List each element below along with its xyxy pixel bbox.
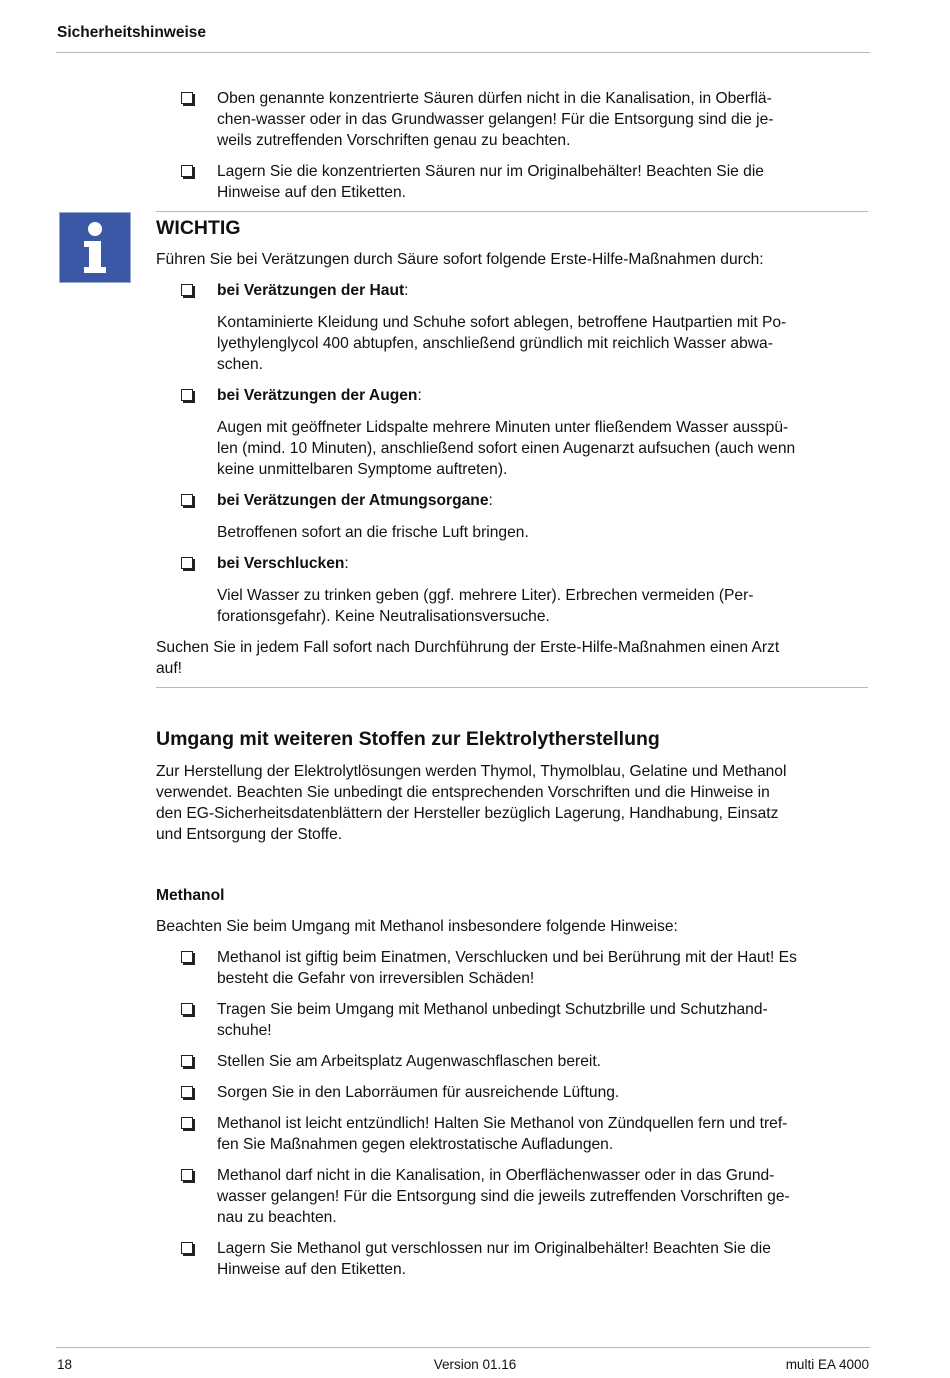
checkbox-bullet-icon (181, 1086, 193, 1098)
list-item-heading: bei Verschlucken: (217, 555, 349, 572)
important-bottom-divider (156, 687, 868, 688)
list-item (156, 280, 868, 375)
list-item (156, 161, 868, 203)
methanol-heading: Methanol (156, 887, 225, 904)
important-closing: Suchen Sie in jedem Fall sofort nach Durchführung der Erste-Hilfe-Maßnahmen einen Arzt auf! (156, 639, 780, 677)
list-item-heading: bei Verätzungen der Haut: (217, 282, 409, 299)
checkbox-bullet-icon (181, 557, 193, 569)
list-item (156, 1082, 868, 1103)
list-item (156, 385, 868, 480)
top-bullet-list (156, 88, 868, 203)
list-item-heading: bei Verätzungen der Augen: (217, 387, 422, 404)
list-item-text: Lagern Sie die konzentrierten Säuren nur im Originalbehälter! Beachten Sie die Hinweise auf den Etiketten. (217, 163, 764, 201)
important-block (156, 216, 868, 679)
checkbox-bullet-icon (181, 951, 193, 963)
methanol-intro: Beachten Sie beim Umgang mit Methanol insbesondere folgende Hinweise: (156, 918, 678, 935)
list-item (156, 88, 868, 151)
list-item-text: Oben genannte konzentrierte Säuren dürfen nicht in die Kanalisation, in Oberflä- chen-wasser oder in das Grundwasser gelangen! Für die Entsorgung sind die je- weils zutreffenden Vorschriften genau zu beachten. (217, 90, 774, 149)
section-block (156, 727, 868, 845)
section-heading: Umgang mit weiteren Stoffen zur Elektrolytherstellung (156, 728, 660, 750)
list-item (156, 1165, 868, 1228)
footer-product: multi EA 4000 (785, 1357, 869, 1372)
page-header-title: Sicherheitshinweise (57, 24, 207, 41)
list-item (156, 1051, 868, 1072)
list-item-text: Betroffenen sofort an die frische Luft bringen. (217, 524, 529, 541)
list-item-text: Methanol ist giftig beim Einatmen, Verschlucken und bei Berührung mit der Haut! Es besteht die Gefahr von irreversiblen Schäden! (217, 949, 797, 987)
top-list-block (156, 88, 868, 203)
list-item-heading: bei Verätzungen der Atmungsorgane: (217, 492, 493, 509)
header-divider (56, 52, 870, 53)
checkbox-bullet-icon (181, 284, 193, 296)
checkbox-bullet-icon (181, 1169, 193, 1181)
list-item-text: Tragen Sie beim Umgang mit Methanol unbedingt Schutzbrille und Schutzhand- schuhe! (217, 1001, 768, 1039)
important-heading: WICHTIG (156, 217, 241, 239)
checkbox-bullet-icon (181, 165, 193, 177)
list-item (156, 1238, 868, 1280)
list-item-text: Stellen Sie am Arbeitsplatz Augenwaschflaschen bereit. (217, 1053, 602, 1070)
first-aid-list (156, 280, 868, 627)
checkbox-bullet-icon (181, 1003, 193, 1015)
footer-divider (56, 1347, 870, 1348)
list-item (156, 947, 868, 989)
list-item-text: Methanol ist leicht entzündlich! Halten Sie Methanol von Zündquellen fern und tref- fen Sie Maßnahmen gegen elektrostatische Aufladungen. (217, 1115, 788, 1153)
checkbox-bullet-icon (181, 1242, 193, 1254)
list-item-text: Kontaminierte Kleidung und Schuhe sofort ablegen, betroffene Hautpartien mit Po- lyethylenglycol 400 abtupfen, anschließend gründlich mit reichlich Wasser abwa- schen. (217, 314, 787, 373)
checkbox-bullet-icon (181, 494, 193, 506)
important-intro: Führen Sie bei Verätzungen durch Säure sofort folgende Erste-Hilfe-Maßnahmen durch: (156, 251, 764, 268)
checkbox-bullet-icon (181, 92, 193, 104)
methanol-list (156, 947, 868, 1280)
checkbox-bullet-icon (181, 1055, 193, 1067)
checkbox-bullet-icon (181, 389, 193, 401)
section-paragraph: Zur Herstellung der Elektrolytlösungen werden Thymol, Thymolblau, Gelatine und Methanol verwendet. Beachten Sie unbedingt die entsprechenden Vorschriften und die Hinweise in den EG-Sicherheitsdatenblättern der Hersteller bezüglich Lagerung, Handhabung, Einsatz und Entsorgung der Stoffe. (156, 763, 787, 843)
footer-version: Version 01.16 (433, 1357, 517, 1372)
footer-page-number: 18 (57, 1357, 73, 1372)
list-item-text: Methanol darf nicht in die Kanalisation, in Oberflächenwasser oder in das Grund- wasser gelangen! Für die Entsorgung sind die jeweils zutreffenden Vorschriften ge- nau zu beachten. (217, 1167, 790, 1226)
checkbox-bullet-icon (181, 1117, 193, 1129)
list-item (156, 1113, 868, 1155)
list-item-text: Viel Wasser zu trinken geben (ggf. mehrere Liter). Erbrechen vermeiden (Per- forationsgefahr). Keine Neutralisationsversuche. (217, 587, 754, 625)
list-item-text: Sorgen Sie in den Laborräumen für ausreichende Lüftung. (217, 1084, 620, 1101)
important-top-divider (156, 211, 868, 212)
info-icon (59, 212, 131, 283)
list-item-text: Augen mit geöffneter Lidspalte mehrere Minuten unter fließendem Wasser ausspü- len (mind. 10 Minuten), anschließend sofort einen Augenarzt aufsuchen (auch wenn keine unmittelbaren Symptome auftreten). (217, 419, 796, 478)
list-item (156, 490, 868, 543)
methanol-block (156, 885, 868, 1280)
list-item-text: Lagern Sie Methanol gut verschlossen nur im Originalbehälter! Beachten Sie die Hinweise auf den Etiketten. (217, 1240, 771, 1278)
list-item (156, 553, 868, 627)
list-item (156, 999, 868, 1041)
